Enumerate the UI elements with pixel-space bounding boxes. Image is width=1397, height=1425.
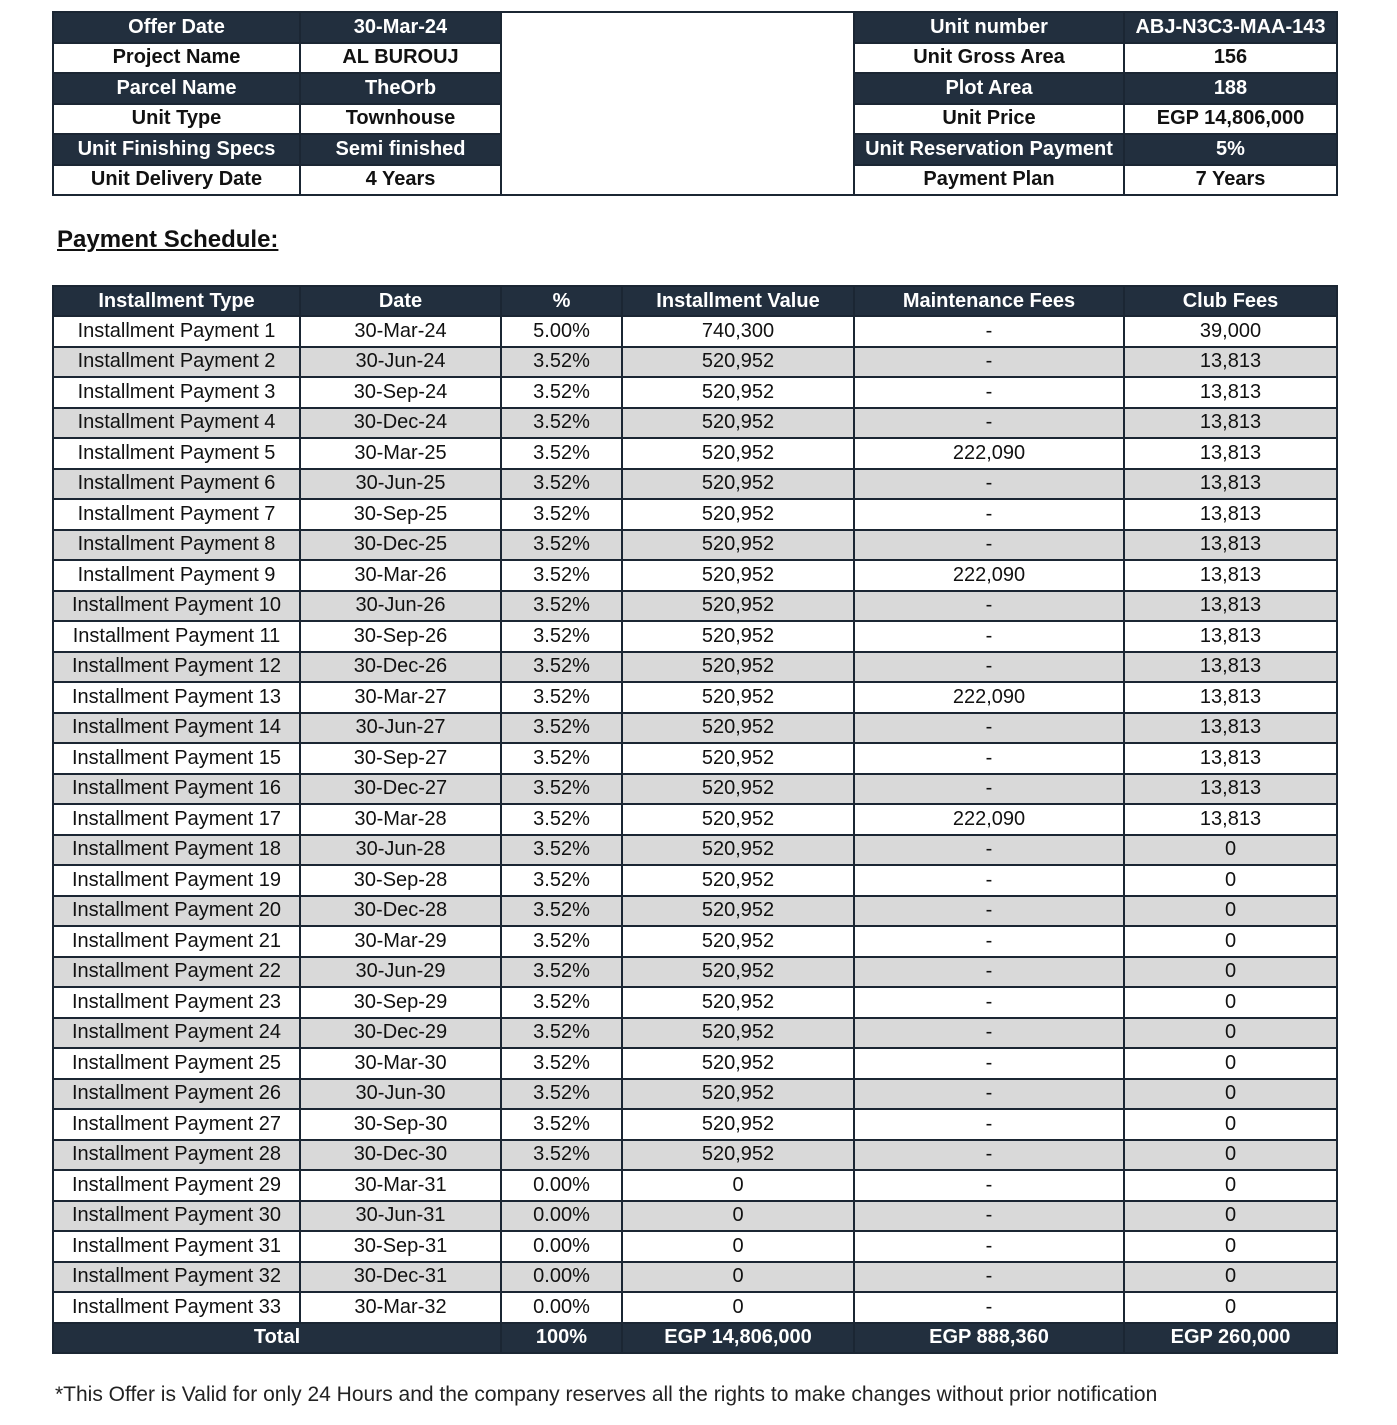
installment-value-cell: 520,952 bbox=[622, 1109, 854, 1140]
table-row bbox=[53, 499, 1337, 530]
maintenance-fees-cell: - bbox=[854, 469, 1124, 500]
maintenance-fees-cell: - bbox=[854, 591, 1124, 622]
maintenance-fees-cell: - bbox=[854, 1079, 1124, 1110]
percent-cell: 0.00% bbox=[501, 1231, 622, 1262]
installment-value-cell: 520,952 bbox=[622, 621, 854, 652]
maintenance-fees-cell: 222,090 bbox=[854, 804, 1124, 835]
percent-cell: 3.52% bbox=[501, 377, 622, 408]
date-cell: 30-Dec-29 bbox=[300, 1018, 501, 1049]
club-fees-cell: 0 bbox=[1124, 957, 1337, 988]
offer-info-value: 188 bbox=[1124, 73, 1337, 104]
offer-info-label: Parcel Name bbox=[53, 73, 300, 104]
schedule-column-header: Club Fees bbox=[1124, 286, 1337, 316]
table-row bbox=[53, 1201, 1337, 1232]
percent-cell: 3.52% bbox=[501, 438, 622, 469]
percent-cell: 3.52% bbox=[501, 560, 622, 591]
installment-value-cell: 520,952 bbox=[622, 804, 854, 835]
installment-type-cell: Installment Payment 15 bbox=[53, 743, 300, 774]
date-cell: 30-Dec-31 bbox=[300, 1262, 501, 1293]
installment-type-cell: Installment Payment 16 bbox=[53, 774, 300, 805]
offer-info-label: Project Name bbox=[53, 43, 300, 74]
date-cell: 30-Sep-25 bbox=[300, 499, 501, 530]
installment-type-cell: Installment Payment 32 bbox=[53, 1262, 300, 1293]
percent-cell: 3.52% bbox=[501, 1109, 622, 1140]
club-fees-cell: 13,813 bbox=[1124, 682, 1337, 713]
offer-info-label: Unit Type bbox=[53, 104, 300, 135]
club-fees-cell: 13,813 bbox=[1124, 652, 1337, 683]
percent-cell: 0.00% bbox=[501, 1292, 622, 1323]
offer-info-label: Payment Plan bbox=[854, 165, 1124, 196]
maintenance-fees-cell: - bbox=[854, 621, 1124, 652]
installment-type-cell: Installment Payment 28 bbox=[53, 1140, 300, 1171]
installment-value-cell: 520,952 bbox=[622, 530, 854, 561]
date-cell: 30-Mar-26 bbox=[300, 560, 501, 591]
schedule-column-header: Maintenance Fees bbox=[854, 286, 1124, 316]
maintenance-fees-cell: - bbox=[854, 987, 1124, 1018]
table-row bbox=[53, 957, 1337, 988]
club-fees-cell: 0 bbox=[1124, 1262, 1337, 1293]
date-cell: 30-Sep-29 bbox=[300, 987, 501, 1018]
club-fees-cell: 13,813 bbox=[1124, 377, 1337, 408]
schedule-column-header: Installment Type bbox=[53, 286, 300, 316]
maintenance-fees-cell: - bbox=[854, 896, 1124, 927]
table-row bbox=[53, 408, 1337, 439]
table-row bbox=[53, 1048, 1337, 1079]
schedule-body bbox=[53, 316, 1337, 1323]
club-fees-cell: 13,813 bbox=[1124, 774, 1337, 805]
offer-info-blank-area bbox=[501, 12, 854, 195]
club-fees-cell: 13,813 bbox=[1124, 347, 1337, 378]
installment-value-cell: 520,952 bbox=[622, 652, 854, 683]
installment-value-cell: 0 bbox=[622, 1201, 854, 1232]
maintenance-fees-cell: - bbox=[854, 1262, 1124, 1293]
date-cell: 30-Dec-26 bbox=[300, 652, 501, 683]
installment-type-cell: Installment Payment 19 bbox=[53, 865, 300, 896]
club-fees-cell: 0 bbox=[1124, 1018, 1337, 1049]
percent-cell: 3.52% bbox=[501, 1079, 622, 1110]
installment-value-cell: 520,952 bbox=[622, 957, 854, 988]
offer-info-label: Unit Finishing Specs bbox=[53, 134, 300, 165]
installment-value-cell: 520,952 bbox=[622, 408, 854, 439]
installment-value-cell: 520,952 bbox=[622, 682, 854, 713]
percent-cell: 5.00% bbox=[501, 316, 622, 347]
installment-value-cell: 520,952 bbox=[622, 835, 854, 866]
club-fees-cell: 13,813 bbox=[1124, 499, 1337, 530]
maintenance-fees-cell: - bbox=[854, 1048, 1124, 1079]
percent-cell: 0.00% bbox=[501, 1262, 622, 1293]
maintenance-fees-cell: - bbox=[854, 347, 1124, 378]
installment-type-cell: Installment Payment 31 bbox=[53, 1231, 300, 1262]
payment-schedule-table bbox=[52, 285, 1338, 1354]
maintenance-fees-cell: 222,090 bbox=[854, 438, 1124, 469]
installment-type-cell: Installment Payment 29 bbox=[53, 1170, 300, 1201]
percent-cell: 3.52% bbox=[501, 804, 622, 835]
offer-info-value: 5% bbox=[1124, 134, 1337, 165]
maintenance-fees-cell: - bbox=[854, 408, 1124, 439]
installment-value-cell: 520,952 bbox=[622, 1079, 854, 1110]
table-row bbox=[53, 347, 1337, 378]
percent-cell: 3.52% bbox=[501, 469, 622, 500]
offer-info-value: Townhouse bbox=[300, 104, 501, 135]
club-fees-cell: 13,813 bbox=[1124, 591, 1337, 622]
table-row bbox=[53, 1140, 1337, 1171]
date-cell: 30-Jun-26 bbox=[300, 591, 501, 622]
installment-value-cell: 520,952 bbox=[622, 469, 854, 500]
table-row bbox=[53, 530, 1337, 561]
table-row bbox=[53, 713, 1337, 744]
date-cell: 30-Jun-31 bbox=[300, 1201, 501, 1232]
installment-type-cell: Installment Payment 33 bbox=[53, 1292, 300, 1323]
installment-type-cell: Installment Payment 5 bbox=[53, 438, 300, 469]
club-fees-cell: 13,813 bbox=[1124, 804, 1337, 835]
club-fees-cell: 13,813 bbox=[1124, 743, 1337, 774]
club-fees-cell: 13,813 bbox=[1124, 530, 1337, 561]
table-row bbox=[53, 926, 1337, 957]
installment-value-cell: 0 bbox=[622, 1170, 854, 1201]
installment-type-cell: Installment Payment 9 bbox=[53, 560, 300, 591]
percent-cell: 3.52% bbox=[501, 1048, 622, 1079]
installment-type-cell: Installment Payment 17 bbox=[53, 804, 300, 835]
installment-value-cell: 520,952 bbox=[622, 438, 854, 469]
total-club-fees: EGP 260,000 bbox=[1124, 1323, 1337, 1353]
installment-type-cell: Installment Payment 24 bbox=[53, 1018, 300, 1049]
percent-cell: 3.52% bbox=[501, 530, 622, 561]
date-cell: 30-Dec-27 bbox=[300, 774, 501, 805]
installment-type-cell: Installment Payment 3 bbox=[53, 377, 300, 408]
maintenance-fees-cell: - bbox=[854, 1140, 1124, 1171]
maintenance-fees-cell: - bbox=[854, 713, 1124, 744]
club-fees-cell: 0 bbox=[1124, 1109, 1337, 1140]
maintenance-fees-cell: - bbox=[854, 530, 1124, 561]
section-title: Payment Schedule: bbox=[57, 226, 279, 253]
installment-value-cell: 520,952 bbox=[622, 743, 854, 774]
maintenance-fees-cell: - bbox=[854, 377, 1124, 408]
percent-cell: 3.52% bbox=[501, 957, 622, 988]
total-label: Total bbox=[53, 1323, 501, 1353]
installment-value-cell: 740,300 bbox=[622, 316, 854, 347]
offer-info-value: 156 bbox=[1124, 43, 1337, 74]
offer-info-value: 4 Years bbox=[300, 165, 501, 196]
table-row bbox=[53, 1079, 1337, 1110]
date-cell: 30-Jun-25 bbox=[300, 469, 501, 500]
installment-type-cell: Installment Payment 11 bbox=[53, 621, 300, 652]
club-fees-cell: 13,813 bbox=[1124, 621, 1337, 652]
percent-cell: 3.52% bbox=[501, 1140, 622, 1171]
offer-info-table bbox=[52, 11, 1338, 196]
installment-type-cell: Installment Payment 12 bbox=[53, 652, 300, 683]
installment-value-cell: 0 bbox=[622, 1231, 854, 1262]
total-percent: 100% bbox=[501, 1323, 622, 1353]
percent-cell: 3.52% bbox=[501, 743, 622, 774]
date-cell: 30-Mar-31 bbox=[300, 1170, 501, 1201]
maintenance-fees-cell: - bbox=[854, 774, 1124, 805]
maintenance-fees-cell: - bbox=[854, 835, 1124, 866]
table-row bbox=[53, 865, 1337, 896]
percent-cell: 3.52% bbox=[501, 1018, 622, 1049]
offer-info-label: Offer Date bbox=[53, 12, 300, 43]
installment-value-cell: 520,952 bbox=[622, 865, 854, 896]
offer-info-row bbox=[53, 12, 1337, 43]
club-fees-cell: 13,813 bbox=[1124, 408, 1337, 439]
date-cell: 30-Mar-25 bbox=[300, 438, 501, 469]
club-fees-cell: 0 bbox=[1124, 1231, 1337, 1262]
offer-info-label: Unit Price bbox=[854, 104, 1124, 135]
maintenance-fees-cell: - bbox=[854, 743, 1124, 774]
installment-value-cell: 520,952 bbox=[622, 987, 854, 1018]
club-fees-cell: 13,813 bbox=[1124, 469, 1337, 500]
date-cell: 30-Sep-31 bbox=[300, 1231, 501, 1262]
date-cell: 30-Dec-25 bbox=[300, 530, 501, 561]
installment-type-cell: Installment Payment 13 bbox=[53, 682, 300, 713]
percent-cell: 3.52% bbox=[501, 652, 622, 683]
schedule-header-row bbox=[53, 286, 1337, 316]
maintenance-fees-cell: - bbox=[854, 1170, 1124, 1201]
maintenance-fees-cell: - bbox=[854, 957, 1124, 988]
installment-type-cell: Installment Payment 7 bbox=[53, 499, 300, 530]
date-cell: 30-Jun-28 bbox=[300, 835, 501, 866]
offer-info-label: Plot Area bbox=[854, 73, 1124, 104]
schedule-column-header: Date bbox=[300, 286, 501, 316]
date-cell: 30-Dec-24 bbox=[300, 408, 501, 439]
percent-cell: 3.52% bbox=[501, 499, 622, 530]
installment-type-cell: Installment Payment 2 bbox=[53, 347, 300, 378]
maintenance-fees-cell: 222,090 bbox=[854, 682, 1124, 713]
installment-type-cell: Installment Payment 20 bbox=[53, 896, 300, 927]
date-cell: 30-Mar-24 bbox=[300, 316, 501, 347]
percent-cell: 3.52% bbox=[501, 713, 622, 744]
offer-info-value: 7 Years bbox=[1124, 165, 1337, 196]
date-cell: 30-Mar-28 bbox=[300, 804, 501, 835]
table-row bbox=[53, 560, 1337, 591]
installment-type-cell: Installment Payment 25 bbox=[53, 1048, 300, 1079]
date-cell: 30-Mar-30 bbox=[300, 1048, 501, 1079]
table-row bbox=[53, 743, 1337, 774]
offer-info-label: Unit Reservation Payment bbox=[854, 134, 1124, 165]
table-row bbox=[53, 652, 1337, 683]
table-row bbox=[53, 377, 1337, 408]
installment-type-cell: Installment Payment 4 bbox=[53, 408, 300, 439]
installment-value-cell: 520,952 bbox=[622, 926, 854, 957]
table-row bbox=[53, 621, 1337, 652]
table-row bbox=[53, 591, 1337, 622]
installment-value-cell: 520,952 bbox=[622, 774, 854, 805]
maintenance-fees-cell: - bbox=[854, 1018, 1124, 1049]
table-row bbox=[53, 987, 1337, 1018]
total-installment-value: EGP 14,806,000 bbox=[622, 1323, 854, 1353]
maintenance-fees-cell: - bbox=[854, 652, 1124, 683]
installment-type-cell: Installment Payment 23 bbox=[53, 987, 300, 1018]
installment-type-cell: Installment Payment 14 bbox=[53, 713, 300, 744]
date-cell: 30-Jun-30 bbox=[300, 1079, 501, 1110]
percent-cell: 3.52% bbox=[501, 621, 622, 652]
maintenance-fees-cell: - bbox=[854, 865, 1124, 896]
installment-type-cell: Installment Payment 30 bbox=[53, 1201, 300, 1232]
date-cell: 30-Sep-28 bbox=[300, 865, 501, 896]
table-row bbox=[53, 1231, 1337, 1262]
installment-type-cell: Installment Payment 22 bbox=[53, 957, 300, 988]
percent-cell: 3.52% bbox=[501, 987, 622, 1018]
offer-info-value: EGP 14,806,000 bbox=[1124, 104, 1337, 135]
offer-info-value: ABJ-N3C3-MAA-143 bbox=[1124, 12, 1337, 43]
date-cell: 30-Mar-32 bbox=[300, 1292, 501, 1323]
schedule-column-header: Installment Value bbox=[622, 286, 854, 316]
maintenance-fees-cell: - bbox=[854, 926, 1124, 957]
installment-type-cell: Installment Payment 8 bbox=[53, 530, 300, 561]
club-fees-cell: 0 bbox=[1124, 926, 1337, 957]
percent-cell: 3.52% bbox=[501, 865, 622, 896]
date-cell: 30-Jun-27 bbox=[300, 713, 501, 744]
installment-type-cell: Installment Payment 27 bbox=[53, 1109, 300, 1140]
installment-value-cell: 520,952 bbox=[622, 1048, 854, 1079]
table-row bbox=[53, 804, 1337, 835]
date-cell: 30-Dec-30 bbox=[300, 1140, 501, 1171]
club-fees-cell: 0 bbox=[1124, 1201, 1337, 1232]
percent-cell: 3.52% bbox=[501, 774, 622, 805]
table-row bbox=[53, 438, 1337, 469]
maintenance-fees-cell: - bbox=[854, 1201, 1124, 1232]
maintenance-fees-cell: - bbox=[854, 1231, 1124, 1262]
percent-cell: 3.52% bbox=[501, 682, 622, 713]
club-fees-cell: 0 bbox=[1124, 1292, 1337, 1323]
table-row bbox=[53, 1109, 1337, 1140]
club-fees-cell: 0 bbox=[1124, 896, 1337, 927]
maintenance-fees-cell: - bbox=[854, 1109, 1124, 1140]
total-maintenance-fees: EGP 888,360 bbox=[854, 1323, 1124, 1353]
club-fees-cell: 0 bbox=[1124, 987, 1337, 1018]
installment-value-cell: 520,952 bbox=[622, 560, 854, 591]
offer-info-value: AL BUROUJ bbox=[300, 43, 501, 74]
offer-info-body bbox=[53, 12, 1337, 195]
validity-footnote: *This Offer is Valid for only 24 Hours and the company reserves all the rights to make changes without prior notification bbox=[55, 1383, 1158, 1406]
date-cell: 30-Sep-26 bbox=[300, 621, 501, 652]
installment-value-cell: 520,952 bbox=[622, 377, 854, 408]
percent-cell: 3.52% bbox=[501, 926, 622, 957]
installment-type-cell: Installment Payment 26 bbox=[53, 1079, 300, 1110]
percent-cell: 0.00% bbox=[501, 1201, 622, 1232]
table-row bbox=[53, 469, 1337, 500]
installment-type-cell: Installment Payment 18 bbox=[53, 835, 300, 866]
percent-cell: 3.52% bbox=[501, 347, 622, 378]
table-row bbox=[53, 1018, 1337, 1049]
installment-value-cell: 0 bbox=[622, 1292, 854, 1323]
maintenance-fees-cell: - bbox=[854, 316, 1124, 347]
club-fees-cell: 0 bbox=[1124, 1079, 1337, 1110]
installment-value-cell: 0 bbox=[622, 1262, 854, 1293]
club-fees-cell: 13,813 bbox=[1124, 560, 1337, 591]
installment-value-cell: 520,952 bbox=[622, 1018, 854, 1049]
schedule-column-header: % bbox=[501, 286, 622, 316]
installment-type-cell: Installment Payment 21 bbox=[53, 926, 300, 957]
club-fees-cell: 0 bbox=[1124, 835, 1337, 866]
date-cell: 30-Dec-28 bbox=[300, 896, 501, 927]
maintenance-fees-cell: - bbox=[854, 1292, 1124, 1323]
table-row bbox=[53, 774, 1337, 805]
percent-cell: 3.52% bbox=[501, 835, 622, 866]
percent-cell: 0.00% bbox=[501, 1170, 622, 1201]
maintenance-fees-cell: 222,090 bbox=[854, 560, 1124, 591]
table-row bbox=[53, 316, 1337, 347]
installment-value-cell: 520,952 bbox=[622, 896, 854, 927]
offer-info-value: Semi finished bbox=[300, 134, 501, 165]
offer-info-label: Unit Gross Area bbox=[854, 43, 1124, 74]
installment-value-cell: 520,952 bbox=[622, 713, 854, 744]
date-cell: 30-Jun-24 bbox=[300, 347, 501, 378]
club-fees-cell: 0 bbox=[1124, 865, 1337, 896]
date-cell: 30-Mar-27 bbox=[300, 682, 501, 713]
offer-info-label: Unit number bbox=[854, 12, 1124, 43]
table-row bbox=[53, 1170, 1337, 1201]
date-cell: 30-Sep-27 bbox=[300, 743, 501, 774]
installment-type-cell: Installment Payment 1 bbox=[53, 316, 300, 347]
installment-value-cell: 520,952 bbox=[622, 591, 854, 622]
club-fees-cell: 13,813 bbox=[1124, 713, 1337, 744]
table-row bbox=[53, 835, 1337, 866]
installment-type-cell: Installment Payment 10 bbox=[53, 591, 300, 622]
club-fees-cell: 13,813 bbox=[1124, 438, 1337, 469]
date-cell: 30-Jun-29 bbox=[300, 957, 501, 988]
date-cell: 30-Sep-24 bbox=[300, 377, 501, 408]
table-row bbox=[53, 1292, 1337, 1323]
installment-value-cell: 520,952 bbox=[622, 499, 854, 530]
offer-info-label: Unit Delivery Date bbox=[53, 165, 300, 196]
installment-value-cell: 520,952 bbox=[622, 1140, 854, 1171]
installment-type-cell: Installment Payment 6 bbox=[53, 469, 300, 500]
club-fees-cell: 0 bbox=[1124, 1170, 1337, 1201]
percent-cell: 3.52% bbox=[501, 408, 622, 439]
table-row bbox=[53, 896, 1337, 927]
percent-cell: 3.52% bbox=[501, 591, 622, 622]
table-row bbox=[53, 1262, 1337, 1293]
club-fees-cell: 0 bbox=[1124, 1048, 1337, 1079]
schedule-total-row bbox=[53, 1323, 1337, 1353]
offer-info-value: 30-Mar-24 bbox=[300, 12, 501, 43]
date-cell: 30-Sep-30 bbox=[300, 1109, 501, 1140]
club-fees-cell: 0 bbox=[1124, 1140, 1337, 1171]
offer-info-value: TheOrb bbox=[300, 73, 501, 104]
installment-value-cell: 520,952 bbox=[622, 347, 854, 378]
table-row bbox=[53, 682, 1337, 713]
percent-cell: 3.52% bbox=[501, 896, 622, 927]
club-fees-cell: 39,000 bbox=[1124, 316, 1337, 347]
maintenance-fees-cell: - bbox=[854, 499, 1124, 530]
date-cell: 30-Mar-29 bbox=[300, 926, 501, 957]
